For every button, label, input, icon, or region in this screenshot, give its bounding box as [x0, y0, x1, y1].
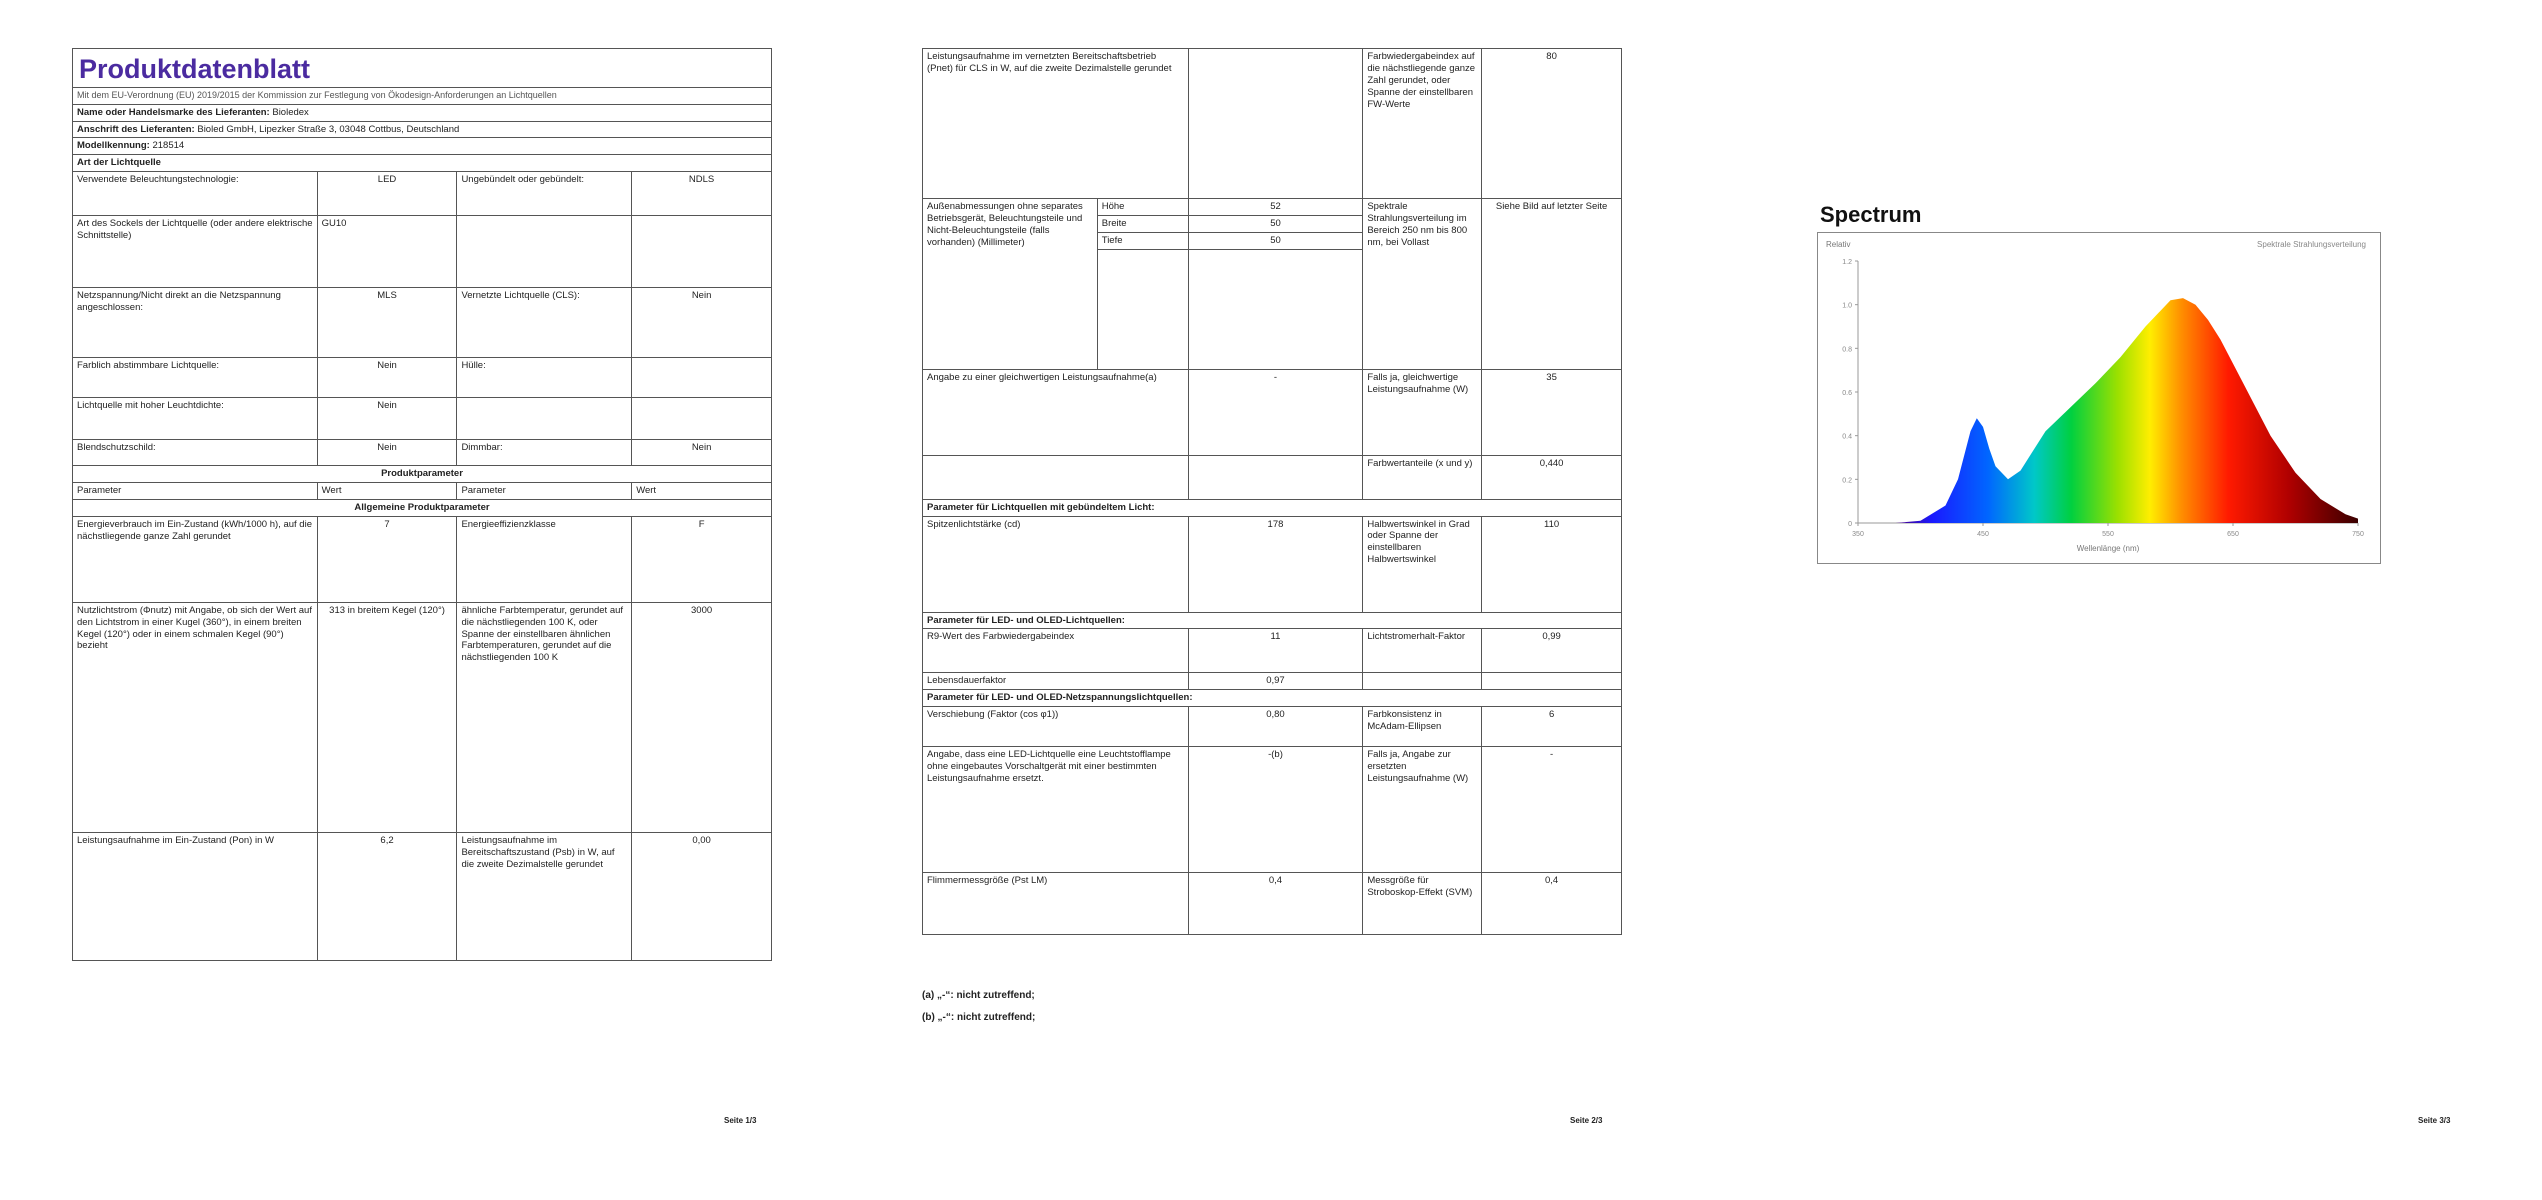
table-cell [632, 398, 772, 440]
table-cell: Ungebündelt oder gebündelt: [457, 172, 632, 216]
table-cell [457, 398, 632, 440]
section-title-led: Parameter für LED- und OLED-Lichtquellen: [923, 612, 1622, 629]
table-cell: Flimmermessgröße (Pst LM) [923, 873, 1189, 935]
table-cell: Messgröße für Stroboskop-Effekt (SVM) [1363, 873, 1482, 935]
table-cell [1097, 249, 1188, 369]
table-cell [1482, 673, 1622, 690]
table-cell: MLS [317, 288, 457, 358]
y-axis-label: Relativ [1826, 240, 1851, 249]
x-tick-label: 350 [1852, 531, 1864, 538]
table-cell: Lebensdauerfaktor [923, 673, 1189, 690]
table-cell: Falls ja, Angabe zur ersetzten Leistungsaufnahme (W) [1363, 747, 1482, 873]
table-cell: Energieeffizienzklasse [457, 516, 632, 602]
table-row [923, 707, 1622, 747]
spectrum-svg [1818, 233, 2380, 563]
address-label: Anschrift des Lieferanten: [77, 123, 195, 135]
table-cell: Nutzlichtstrom (Φnutz) mit Angabe, ob sich der Wert auf den Lichtstrom in einer Kugel (360°), in einem breiten Kegel (120°) oder in einem schmalen Kegel (90°) bezieht [73, 602, 318, 832]
table-cell [1188, 455, 1363, 499]
table-cell: Verschiebung (Faktor (cos φ1)) [923, 707, 1189, 747]
table-cell: R9-Wert des Farbwiedergabeindex [923, 629, 1189, 673]
table-row [73, 172, 772, 216]
table-cell: ähnliche Farbtemperatur, gerundet auf die nächstliegenden 100 K, oder Spanne der einstellbaren ähnlichen Farbtemperaturen, gerundet auf die nächstliegenden 100 K [457, 602, 632, 832]
regulation-intro: Mit dem EU-Verordnung (EU) 2019/2015 der Kommission zur Festlegung von Ökodesign-Anforderungen an Lichtquellen [73, 88, 772, 104]
table-row [923, 516, 1622, 612]
spectrum-chart [1817, 232, 2381, 564]
dimension-name: Breite [1097, 215, 1188, 232]
table-cell [632, 358, 772, 398]
chromaticity-label: Farbwertanteile (x und y) [1363, 455, 1482, 499]
section-title-params: Produktparameter [73, 466, 772, 483]
spectrum-series-area [1896, 298, 2359, 523]
claim-value: - [1188, 369, 1363, 455]
spectral-value: Siehe Bild auf letzter Seite [1482, 199, 1622, 370]
table-cell: Nein [317, 398, 457, 440]
dimension-value: 50 [1188, 215, 1363, 232]
datasheet-table-page-1 [72, 48, 772, 961]
section-title-general: Allgemeine Produktparameter [73, 499, 772, 516]
datasheet-page-3 [1700, 0, 2542, 1200]
table-cell: 110 [1482, 516, 1622, 612]
table-cell: Hülle: [457, 358, 632, 398]
table-cell: Blendschutzschild: [73, 440, 318, 466]
claim-label: Angabe zu einer gleichwertigen Leistungsaufnahme(a) [923, 369, 1189, 455]
spectral-label: Spektrale Strahlungsverteilung im Bereich 250 nm bis 800 nm, bei Vollast [1363, 199, 1482, 370]
address-row [73, 121, 772, 138]
footnote-b: (b) „-“: nicht zutreffend; [922, 1012, 1036, 1023]
model-value: 218514 [152, 140, 185, 152]
table-row [923, 455, 1622, 499]
table-cell: 0,00 [632, 832, 772, 960]
supplier-label: Name oder Handelsmarke des Lieferanten: [77, 106, 270, 118]
table-row [923, 199, 1622, 216]
x-tick-label: 550 [2102, 531, 2114, 538]
table-cell: Angabe, dass eine LED-Lichtquelle eine Leuchtstofflampe ohne eingebautes Vorschaltgerät mit einer bestimmten Leistungsaufnahme ersetzt. [923, 747, 1189, 873]
dimensions-label: Außenabmessungen ohne separates Betriebsgerät, Beleuchtungsteile und Nicht-Beleuchtungsteile (falls vorhanden) (Millimeter) [923, 199, 1098, 370]
table-cell: 0,4 [1188, 873, 1363, 935]
table-cell: 3000 [632, 602, 772, 832]
section-title-mains: Parameter für LED- und OLED-Netzspannungslichtquellen: [923, 690, 1622, 707]
model-row [73, 138, 772, 155]
document-title: Produktdatenblatt [73, 49, 772, 88]
table-cell: LED [317, 172, 457, 216]
section-title-source-type: Art der Lichtquelle [73, 155, 772, 172]
table-cell: 6 [1482, 707, 1622, 747]
supplier-row [73, 104, 772, 121]
y-tick-label: 0.8 [1842, 346, 1852, 354]
column-header: Parameter [457, 483, 632, 500]
datasheet-page-1 [0, 0, 850, 1200]
table-row [73, 440, 772, 466]
table-cell [632, 216, 772, 288]
address-value: Bioled GmbH, Lipezker Straße 3, 03048 Cottbus, Deutschland [197, 123, 460, 135]
table-row [73, 288, 772, 358]
table-cell: GU10 [317, 216, 457, 288]
chart-legend: Spektrale Strahlungsverteilung [2257, 240, 2366, 249]
table-row [923, 673, 1622, 690]
column-header: Wert [632, 483, 772, 500]
table-cell: 80 [1482, 49, 1622, 199]
table-row [73, 516, 772, 602]
table-cell: Leistungsaufnahme im vernetzten Bereitschaftsbetrieb (Pnet) für CLS in W, auf die zweite Dezimalstelle gerundet [923, 49, 1189, 199]
page-number: Seite 2/3 [1570, 1116, 1603, 1125]
table-row [923, 49, 1622, 199]
column-header: Wert [317, 483, 457, 500]
table-row [923, 369, 1622, 455]
model-label: Modellkennung: [77, 140, 150, 152]
x-tick-label: 750 [2352, 531, 2364, 538]
table-cell [1363, 673, 1482, 690]
x-tick-label: 650 [2227, 531, 2239, 538]
table-cell: F [632, 516, 772, 602]
equivalent-power-label: Falls ja, gleichwertige Leistungsaufnahme (W) [1363, 369, 1482, 455]
column-header: Parameter [73, 483, 318, 500]
table-row [923, 747, 1622, 873]
table-cell: Energieverbrauch im Ein-Zustand (kWh/1000 h), auf die nächstliegende ganze Zahl gerundet [73, 516, 318, 602]
section-title-directional: Parameter für Lichtquellen mit gebündeltem Licht: [923, 499, 1622, 516]
table-cell: 178 [1188, 516, 1363, 612]
table-cell: 7 [317, 516, 457, 602]
table-row [73, 398, 772, 440]
table-cell: 0,97 [1188, 673, 1363, 690]
table-cell: - [1482, 747, 1622, 873]
table-cell: Netzspannung/Nicht direkt an die Netzspannung angeschlossen: [73, 288, 318, 358]
table-cell: Halbwertswinkel in Grad oder Spanne der einstellbaren Halbwertswinkel [1363, 516, 1482, 612]
table-cell: Farblich abstimmbare Lichtquelle: [73, 358, 318, 398]
table-cell: NDLS [632, 172, 772, 216]
equivalent-power-value: 35 [1482, 369, 1622, 455]
y-tick-label: 0.6 [1842, 390, 1852, 397]
x-axis-label: Wellenlänge (nm) [2076, 544, 2140, 553]
datasheet-table-page-2 [922, 48, 1622, 935]
table-cell: 11 [1188, 629, 1363, 673]
dimension-name: Tiefe [1097, 232, 1188, 249]
table-row [73, 216, 772, 288]
table-cell: 0,4 [1482, 873, 1622, 935]
y-tick-label: 0 [1848, 521, 1852, 528]
y-tick-label: 1.2 [1842, 259, 1852, 266]
table-cell: Nein [632, 288, 772, 358]
table-cell: -(b) [1188, 747, 1363, 873]
supplier-value: Bioledex [272, 106, 309, 118]
table-cell: Vernetzte Lichtquelle (CLS): [457, 288, 632, 358]
page-number: Seite 1/3 [724, 1116, 757, 1125]
table-cell: Dimmbar: [457, 440, 632, 466]
table-cell: Leistungsaufnahme im Bereitschaftszustand (Psb) in W, auf die zweite Dezimalstelle gerundet [457, 832, 632, 960]
chromaticity-value: 0,440 [1482, 455, 1622, 499]
y-tick-label: 1.0 [1842, 302, 1852, 310]
table-cell: Spitzenlichtstärke (cd) [923, 516, 1189, 612]
y-tick-label: 0.2 [1842, 477, 1852, 485]
dimension-name: Höhe [1097, 199, 1188, 216]
table-cell: Nein [317, 358, 457, 398]
table-cell: 0,80 [1188, 707, 1363, 747]
table-row [923, 873, 1622, 935]
table-row [73, 358, 772, 398]
table-row [923, 629, 1622, 673]
table-cell: Leistungsaufnahme im Ein-Zustand (Pon) in W [73, 832, 318, 960]
table-cell: Nein [632, 440, 772, 466]
spectrum-title: Spectrum [1820, 202, 1922, 227]
datasheet-page-2 [850, 0, 1700, 1200]
table-header-row [73, 483, 772, 500]
page-number: Seite 3/3 [2418, 1116, 2451, 1125]
table-cell: Nein [317, 440, 457, 466]
table-row [73, 832, 772, 960]
table-row [73, 602, 772, 832]
dimension-value: 52 [1188, 199, 1363, 216]
table-cell: Farbwiedergabeindex auf die nächstliegende ganze Zahl gerundet, oder Spanne der einstellbaren FW-Werte [1363, 49, 1482, 199]
footnote-a: (a) „-“: nicht zutreffend; [922, 990, 1035, 1001]
table-cell: 313 in breitem Kegel (120°) [317, 602, 457, 832]
dimension-value: 50 [1188, 232, 1363, 249]
table-cell [1188, 49, 1363, 199]
table-cell [923, 455, 1189, 499]
table-cell [1188, 249, 1363, 369]
table-cell: 0,99 [1482, 629, 1622, 673]
table-cell [457, 216, 632, 288]
table-cell: Lichtquelle mit hoher Leuchtdichte: [73, 398, 318, 440]
table-cell: 6,2 [317, 832, 457, 960]
table-cell: Verwendete Beleuchtungstechnologie: [73, 172, 318, 216]
x-tick-label: 450 [1977, 531, 1989, 538]
table-cell: Lichtstromerhalt-Faktor [1363, 629, 1482, 673]
table-cell: Art des Sockels der Lichtquelle (oder andere elektrische Schnittstelle) [73, 216, 318, 288]
y-tick-label: 0.4 [1842, 433, 1852, 441]
table-cell: Farbkonsistenz in McAdam-Ellipsen [1363, 707, 1482, 747]
